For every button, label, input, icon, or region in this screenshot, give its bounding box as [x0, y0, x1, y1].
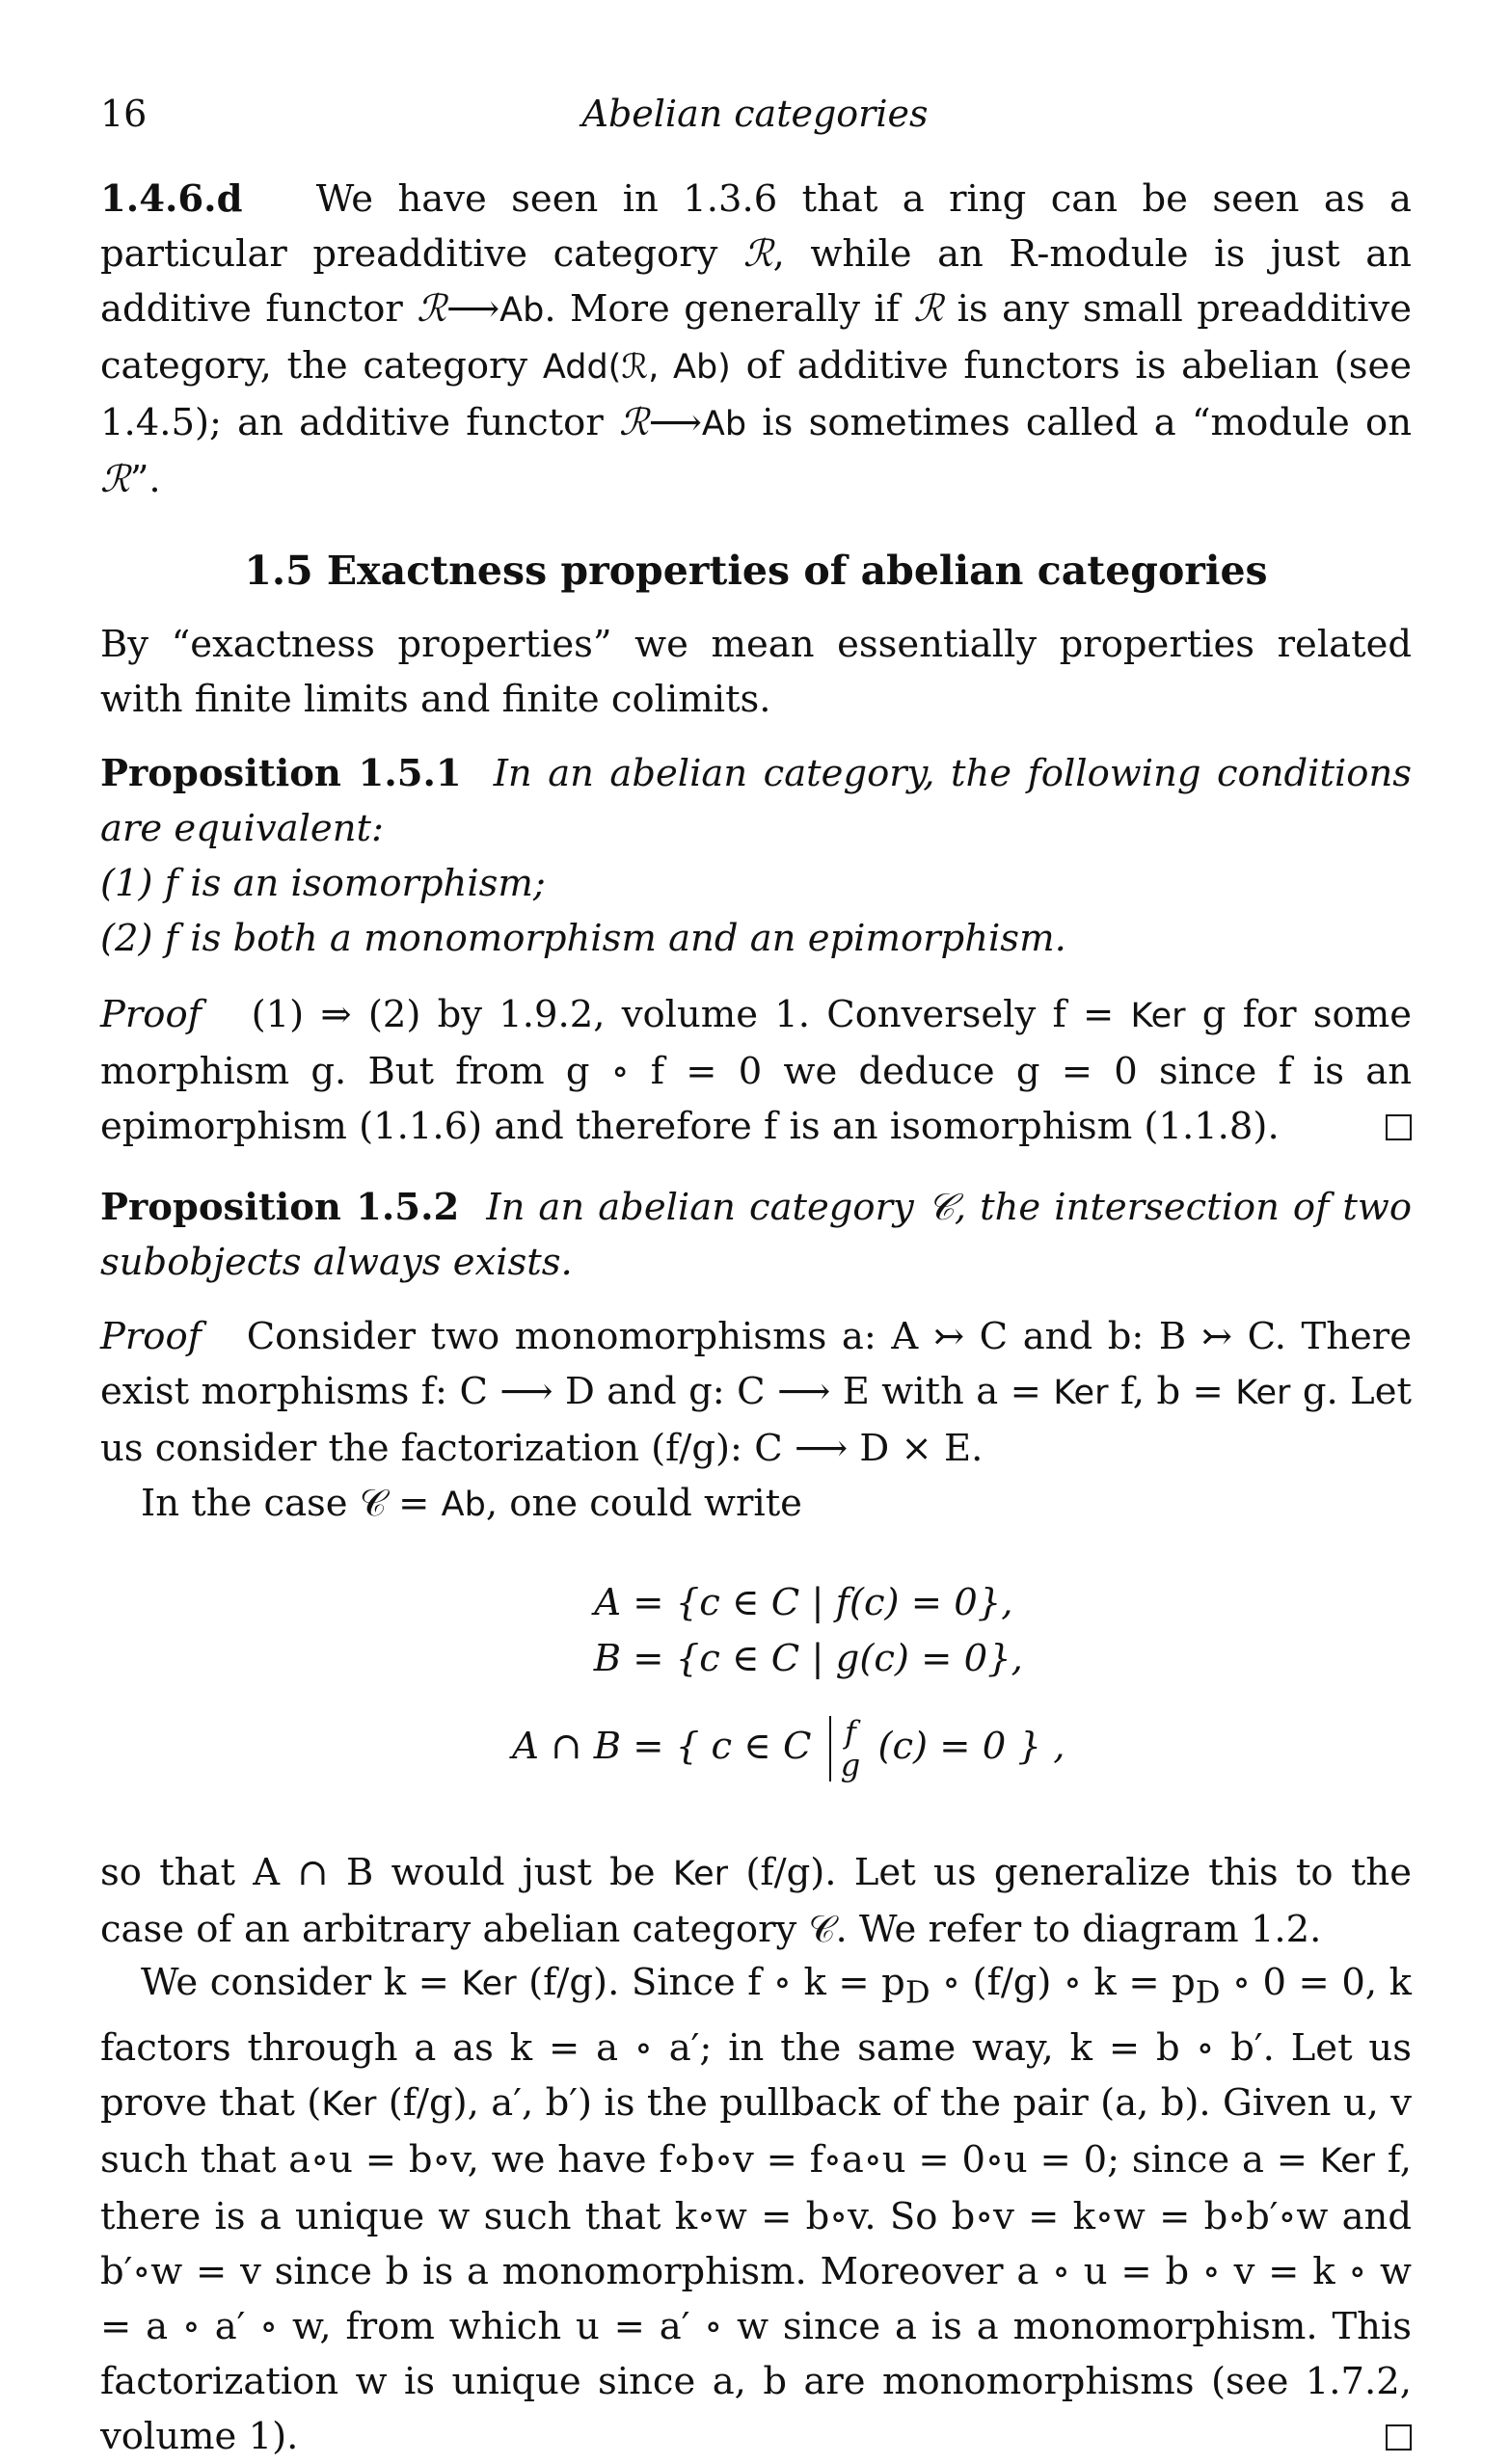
proposition-1-5-1 — [100, 746, 1412, 966]
vector-top: f — [845, 1714, 856, 1751]
proposition-label: Proposition 1.5.1 — [100, 752, 462, 795]
equation-lhs: B — [593, 1637, 621, 1680]
text-fragment: (1) ⇒ (2) by 1.9.2, volume 1. Conversely f = — [251, 993, 1131, 1036]
script-r: ℛ — [417, 287, 446, 331]
ker-operator: Ker — [1319, 2141, 1376, 2181]
ker-operator: Ker — [1235, 1374, 1291, 1412]
intro-text: By “exactness properties” we mean essentially properties related with finite limits and finite colimits. — [100, 623, 1412, 721]
paragraph-final — [100, 1955, 1412, 2464]
proof-label: Proof — [100, 993, 202, 1036]
text-fragment: ”. — [129, 458, 161, 501]
section-intro — [100, 617, 1412, 727]
proof-1 — [100, 987, 1412, 1154]
text-fragment: g. Let us consider the factorization (f/g): C ⟶ D × E. — [100, 1370, 1412, 1470]
ab-category: Ab — [701, 405, 747, 443]
equation-row-b — [486, 1637, 1023, 1680]
running-title: Abelian categories — [581, 93, 929, 135]
text-fragment: ∘ 0 = 0, k factors through a as k = a ∘ a′; in the same way, k = b ∘ b′. Let us prove that ( — [100, 1961, 1412, 2125]
running-head — [100, 93, 1410, 141]
script-r: ℛ — [618, 401, 649, 444]
text-fragment: , while an R-module is just an additive functor — [100, 232, 1412, 331]
ker-operator: Ker — [1130, 997, 1186, 1035]
proposition-statement: In an abelian category, the following conditions are equivalent: — [100, 752, 1413, 850]
text-fragment: of additive functors is abelian (see 1.4.5); an additive functor — [100, 344, 1413, 444]
equation-rhs-b: (c) = 0 } , — [877, 1725, 1065, 1768]
subscript: D — [904, 1973, 930, 2011]
column-vector — [829, 1716, 860, 1781]
equation-lhs: A — [594, 1581, 621, 1624]
ab-category: Ab — [499, 291, 545, 330]
ker-operator: Ker — [321, 2084, 377, 2124]
text-fragment: (f/g), a′, b′) is the pullback of the pair (a, b). Given u, v such that a∘u = b∘v, we have f∘b∘v = f∘a∘u = 0∘u = 0; since a = — [100, 2080, 1413, 2182]
text-fragment: is sometimes called a “module on — [746, 401, 1412, 444]
text-fragment: is any small preadditive category, the category — [100, 287, 1413, 388]
section-heading: 1.5 Exactness properties of abelian categories — [244, 548, 1268, 594]
proof-label: Proof — [100, 1315, 202, 1358]
text-fragment: . More generally if — [544, 287, 914, 331]
proposition-statement: In an abelian category 𝒞, the intersection of two subobjects always exists. — [100, 1186, 1413, 1284]
script-r: ℛ — [100, 458, 130, 501]
text-fragment: g for some morphism g. But from g ∘ f = 0 we deduce g = 0 since f is an epimorphism (1.1.6) and therefore f is an isomorphism (1.1.8). — [100, 993, 1412, 1148]
condition-item: (1) f is an isomorphism; — [100, 862, 546, 905]
proof-2 — [100, 1309, 1412, 1533]
ker-operator: Ker — [461, 1965, 517, 2003]
text-fragment: Consider two monomorphisms a: A ↣ C and b: B ↣ C. There exist morphisms f: C ⟶ D and g: C ⟶ E with a = — [100, 1315, 1412, 1413]
text-fragment: , one could write — [485, 1482, 802, 1525]
text-fragment: We consider k = — [141, 1961, 462, 2004]
equation-lhs: A ∩ B — [512, 1725, 621, 1768]
qed-box-icon — [1386, 1114, 1412, 1140]
text-fragment: so that A ∩ B would just be — [100, 1851, 673, 1894]
text-fragment: ∘ (f/g) ∘ k = p — [930, 1961, 1196, 2004]
arrow-symbol: ⟶ — [445, 287, 500, 331]
condition-item: (2) f is both a monomorphism and an epimorphism. — [100, 917, 1066, 960]
paragraph-label: 1.4.6.d — [100, 177, 243, 221]
proposition-label: Proposition 1.5.2 — [100, 1186, 460, 1229]
proposition-1-5-2 — [100, 1180, 1412, 1290]
script-r: ℛ — [742, 232, 773, 276]
subscript: D — [1195, 1973, 1221, 2011]
add-category: Add(ℛ, Ab) — [542, 348, 731, 387]
equation-rhs-a: = { c ∈ C — [633, 1725, 812, 1768]
equation-row-intersection — [486, 1716, 1065, 1781]
paragraph-1-4-6-d — [100, 172, 1412, 507]
equation-rhs: = {c ∈ C | g(c) = 0}, — [633, 1637, 1023, 1680]
text-fragment: (f/g). Let us generalize this to the case of an arbitrary abelian category 𝒞. We refer to diagram 1.2. — [100, 1851, 1412, 1951]
text-fragment: We have seen in 1.3.6 that a ring can be seen as a particular preadditive category — [100, 177, 1412, 276]
text-fragment: (f/g). Since f ∘ k = p — [516, 1961, 905, 2004]
arrow-symbol: ⟶ — [648, 401, 702, 444]
display-equations — [100, 1581, 1412, 1832]
qed-box-icon — [1386, 2424, 1412, 2451]
equation-row-a — [486, 1581, 1013, 1624]
text-fragment: In the case 𝒞 = — [141, 1482, 442, 1525]
script-r: ℛ — [913, 287, 944, 331]
text-fragment: f, b = — [1108, 1370, 1236, 1413]
ker-operator: Ker — [1053, 1374, 1109, 1412]
vector-bottom: g — [840, 1747, 861, 1783]
page-number: 16 — [100, 93, 148, 135]
ker-operator: Ker — [672, 1855, 729, 1893]
ab-category: Ab — [441, 1486, 486, 1524]
paragraph-after-display — [100, 1845, 1412, 1957]
text-fragment: f, there is a unique w such that k∘w = b∘v. So b∘v = k∘w = b∘b′∘w and b′∘w = v since b is a monomorphism. Moreover a ∘ u = b ∘ v = k ∘ w = a ∘ a′ ∘ w, from which u = a′ ∘ w since a is a monomorphism. This factorization w is unique since a, b are monomorphisms (see 1.7.2, volume 1). — [100, 2137, 1412, 2458]
equation-rhs: = {c ∈ C | f(c) = 0}, — [633, 1581, 1013, 1624]
